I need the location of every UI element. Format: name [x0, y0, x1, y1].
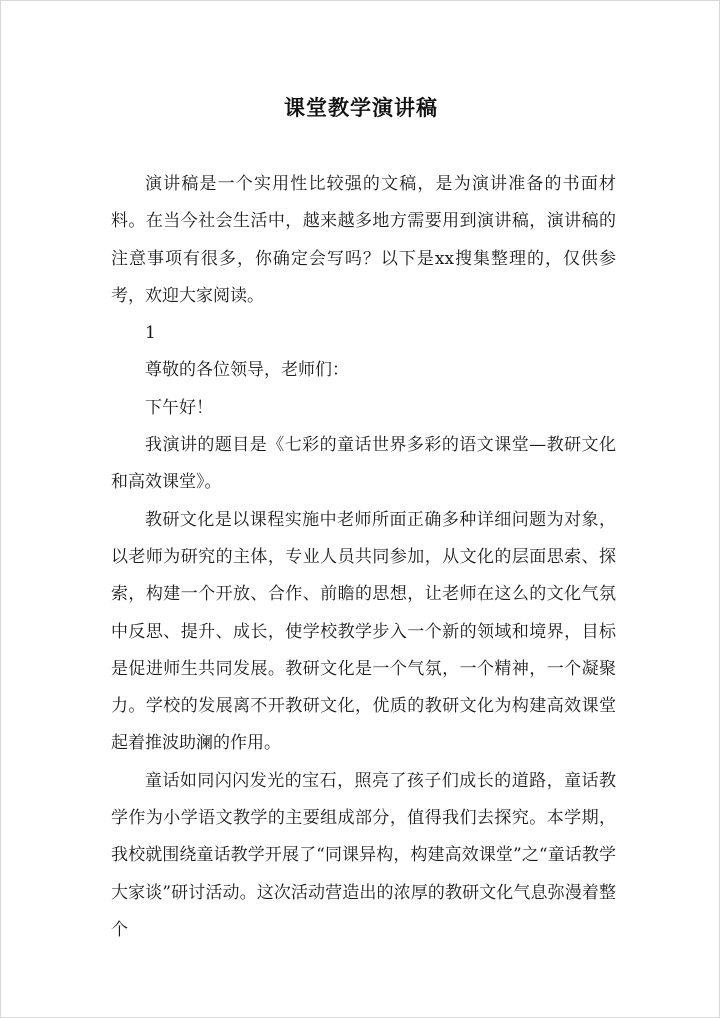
paragraph-intro: 演讲稿是一个实用性比较强的文稿，是为演讲准备的书面材料。在当今社会生活中，越来越多地方需要用到演讲稿，演讲稿的注意事项有很多，你确定会写吗？以下是xx搜集整理的，仅供参考，欢迎大家阅读。 [111, 174, 616, 306]
paragraph-fairy-tale: 童话如同闪闪发光的宝石，照亮了孩子们成长的道路，童话教学作为小学语文教学的主要组成部分，值得我们去探究。本学期，我校就围绕童话教学开展了“同课异构，构建高效课堂”之“童话教学大家谈”研讨活动。这次活动营造出的浓厚的教研文化气息弥漫着整个 [111, 770, 616, 940]
paragraph-greeting: 下午好！ [145, 397, 213, 418]
paragraph-number: 1 [145, 323, 156, 344]
paragraph-research-culture: 教研文化是以课程实施中老师所面正确多种详细问题为对象，以老师为研究的主体，专业人员共同参加，从文化的层面思索、探索，构建一个开放、合作、前瞻的思想，让老师在这么的文化气氛中反思、提升、成长，使学校教学步入一个新的领域和境界，目标是促进师生共同发展。教研文化是一个气氛，一个精神，一个凝聚力。学校的发展离不开教研文化，优质的教研文化为构建高效课堂起着推波助澜的作用。 [111, 509, 616, 754]
paragraph-topic: 我演讲的题目是《七彩的童话世界多彩的语文课堂—教研文化和高效课堂》。 [111, 435, 616, 493]
document-body [111, 166, 616, 949]
document-title: 课堂教学演讲稿 [284, 95, 438, 120]
paragraph-salutation: 尊敬的各位领导，老师们： [145, 360, 349, 381]
